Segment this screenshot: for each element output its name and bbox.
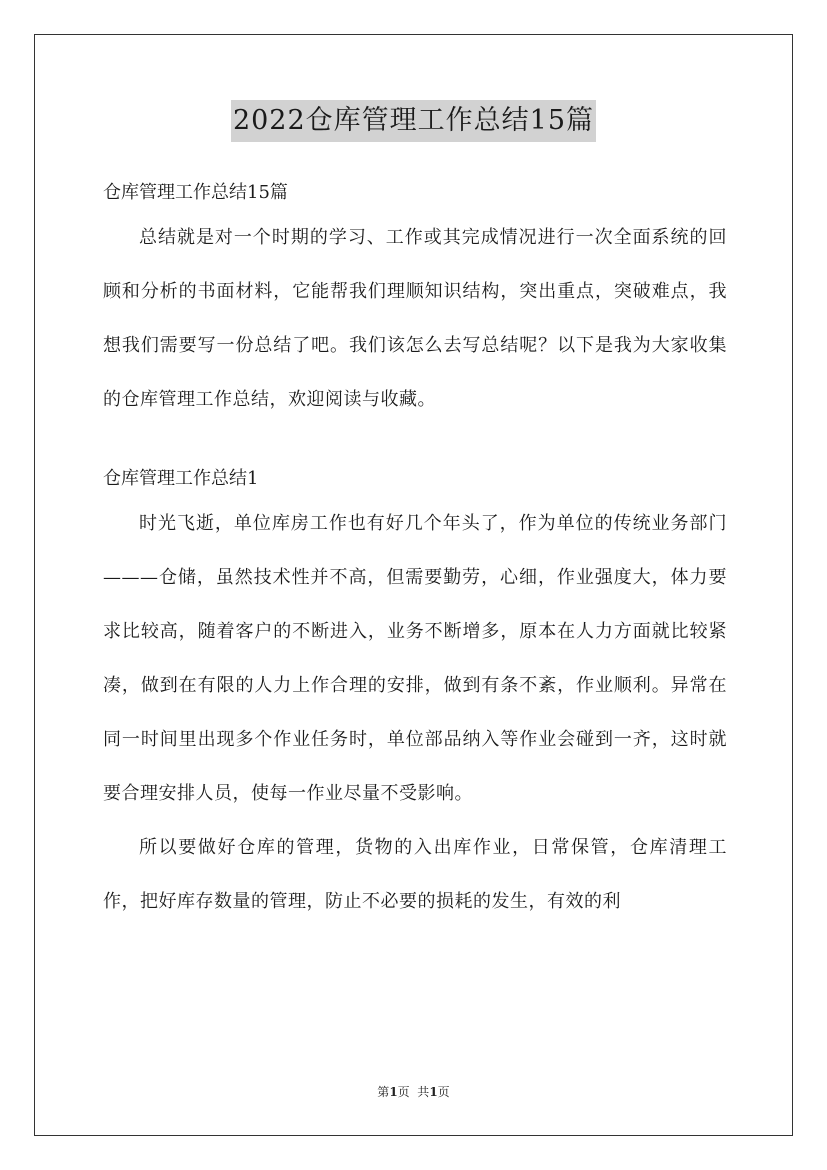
page-footer: [0, 1082, 827, 1102]
intro-paragraph: 总结就是对一个时期的学习、工作或其完成情况进行一次全面系统的回顾和分析的书面材料，它能帮我们理顺知识结构，突出重点，突破难点，我想我们需要写一份总结了吧。我们该怎么去写总结呢？以下是我为大家收集的仓库管理工作总结，欢迎阅读与收藏。: [103, 227, 727, 410]
section-heading: 仓库管理工作总结1: [103, 468, 259, 489]
document-subtitle: 仓库管理工作总结15篇: [103, 182, 288, 203]
footer-page-mid: 页 共: [397, 1085, 430, 1099]
footer-page-total: 1: [429, 1085, 438, 1099]
footer-page-number: 1: [389, 1085, 398, 1099]
footer-page-suffix: 页: [437, 1085, 450, 1099]
document-title: 2022仓库管理工作总结15篇: [231, 100, 596, 142]
body-paragraph: 时光飞逝，单位库房工作也有好几个年头了，作为单位的传统业务部门———仓储，虽然技术性并不高，但需要勤劳，心细，作业强度大，体力要求比较高，随着客户的不断进入，业务不断增多，原本在人力方面就比较紧凑，做到在有限的人力上作合理的安排，做到有条不紊，作业顺利。异常在同一时间里出现多个作业任务时，单位部品纳入等作业会碰到一齐，这时就要合理安排人员，使每一作业尽量不受影响。: [103, 513, 727, 804]
paragraph-spacer: [103, 427, 727, 461]
footer-page-prefix: 第: [377, 1085, 390, 1099]
document-body: [103, 175, 727, 929]
body-paragraph: 所以要做好仓库的管理，货物的入出库作业，日常保管，仓库清理工作，把好库存数量的管理，防止不必要的损耗的发生，有效的利: [103, 837, 727, 912]
title-container: [0, 100, 827, 142]
